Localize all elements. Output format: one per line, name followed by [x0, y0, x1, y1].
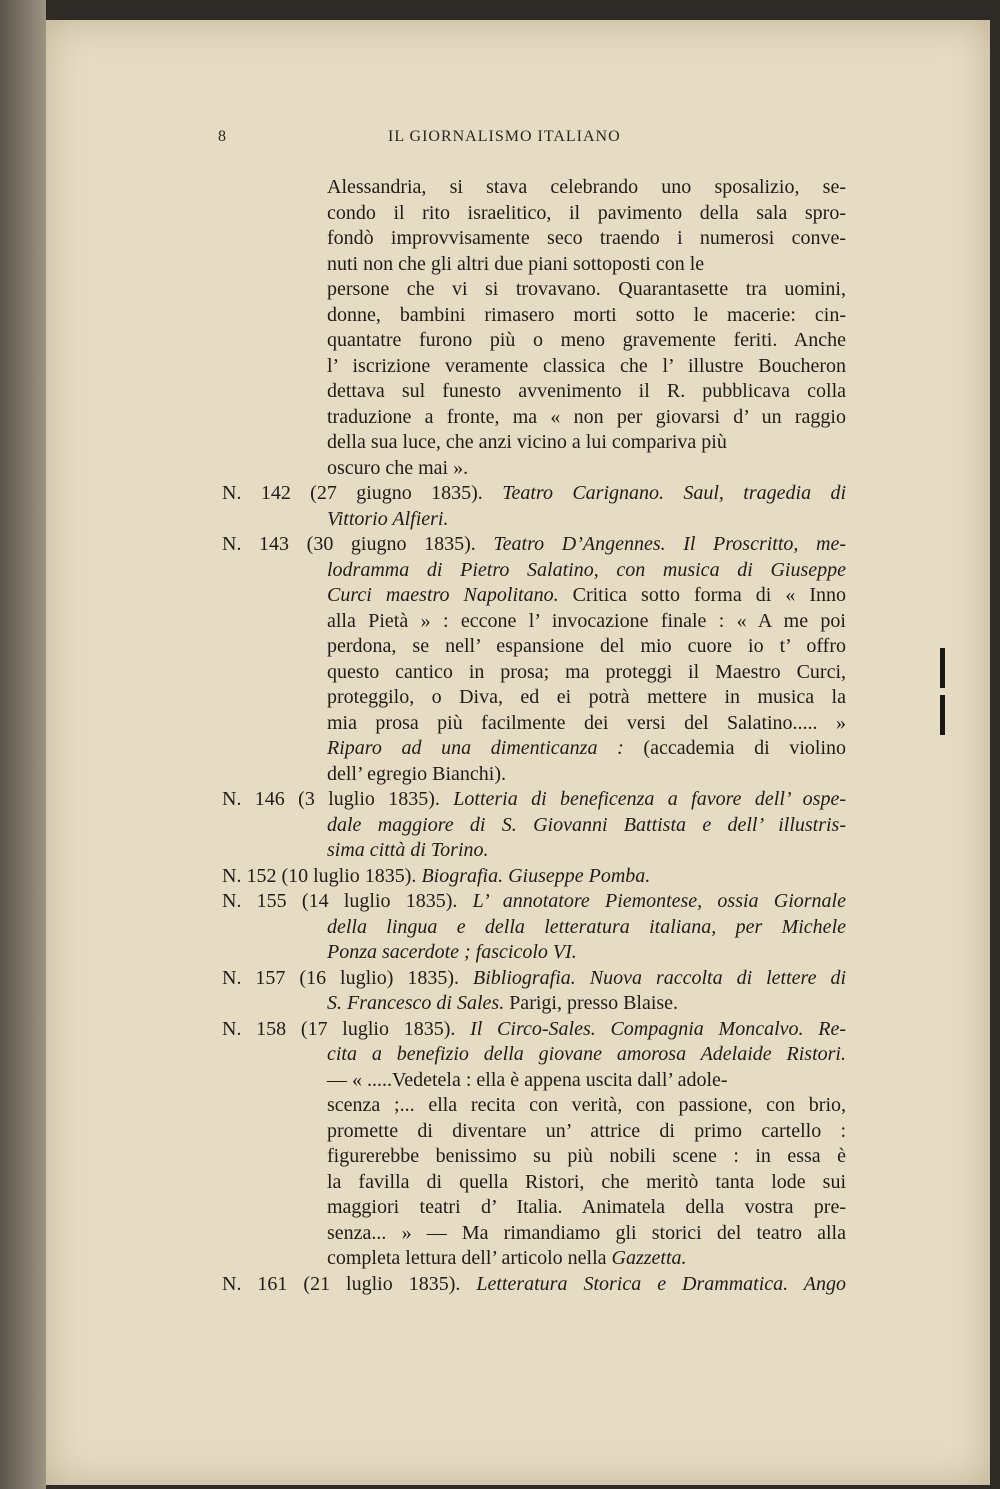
text-line: [327, 610, 846, 633]
text-segment: oscuro che mai ».: [327, 456, 469, 479]
text-segment: dettava sul funesto avvenimento il R. pubblicava colla: [327, 380, 846, 402]
text-segment: persone che vi si trovavano. Quarantasette tra uomini,: [327, 278, 846, 300]
text-segment: cita a benefizio della giovane amorosa Adelaide Ristori.: [327, 1043, 846, 1065]
text-line: [327, 1120, 846, 1143]
text-segment: Teatro D’Angennes. Il Proscritto, me-: [493, 533, 846, 555]
text-segment: condo il rito israelitico, il pavimento della sala spro-: [327, 201, 846, 224]
text-segment: N. 142 (27 giugno 1835).: [222, 482, 503, 504]
text-line: [327, 1171, 846, 1194]
text-line: [222, 967, 846, 990]
text-line: [327, 686, 846, 709]
text-line: [222, 1018, 846, 1041]
text-line: [327, 355, 846, 378]
text-segment: N. 161 (21 luglio 1835).: [222, 1272, 477, 1295]
text-segment: Curci maestro Napolitano.: [327, 584, 559, 606]
text-segment: dale maggiore di S. Giovanni Battista e dell’ illustris-: [327, 813, 846, 836]
text-segment: N. 157 (16 luglio) 1835).: [222, 966, 473, 989]
text-line: [222, 865, 650, 888]
text-segment: l’ iscrizione veramente classica che l’ illustre Boucheron: [327, 354, 846, 377]
text-segment: traduzione a fronte, ma « non per giovarsi d’ un raggio: [327, 405, 846, 428]
text-segment: N. 152 (10 luglio 1835).: [222, 864, 422, 887]
text-segment: sima città di Torino.: [327, 839, 489, 861]
text-segment: Critica sotto forma di « Inno: [558, 584, 846, 606]
text-line: [327, 380, 846, 403]
text-segment: questo cantico in prosa; ma proteggi il Maestro Curci,: [327, 660, 846, 683]
text-segment: dell’ egregio Bianchi).: [327, 762, 507, 785]
text-line: [327, 1069, 728, 1092]
text-line: [327, 253, 704, 276]
text-line: [327, 202, 846, 225]
text-segment: Ponza sacerdote ; fascicolo VI.: [327, 941, 577, 963]
text-line: [327, 941, 577, 964]
text-segment: perdona, se nell’ espansione del mio cuore io t’ offro: [327, 635, 846, 657]
text-line: [327, 1043, 846, 1066]
text-line: [327, 839, 489, 862]
text-segment: nuti non che gli altri due piani sottoposti con le: [327, 252, 705, 275]
text-line: [327, 1145, 846, 1168]
text-line: [327, 737, 846, 760]
text-line: [327, 176, 846, 199]
text-segment: Riparo ad una dimenticanza :: [327, 737, 624, 759]
text-line: [222, 788, 846, 811]
text-line: [327, 1196, 846, 1219]
text-segment: la favilla di quella Ristori, che meritò tanta lode sui: [327, 1170, 846, 1193]
text-segment: Biografia. Giuseppe Pomba.: [421, 864, 651, 887]
text-segment: N. 158 (17 luglio 1835).: [222, 1017, 471, 1040]
text-line: [327, 763, 506, 786]
text-line: [327, 278, 846, 301]
text-segment: Il Circo-Sales. Compagnia Moncalvo. Re-: [470, 1017, 846, 1040]
text-segment: maggiori teatri d’ Italia. Animatela della vostra pre-: [327, 1196, 846, 1218]
text-segment: Bibliografia. Nuova raccolta di lettere di: [473, 966, 847, 989]
text-line: [327, 712, 846, 735]
text-segment: quantatre furono più o meno gravemente feriti. Anche: [327, 329, 846, 351]
running-title: IL GIORNALISMO ITALIANO: [388, 128, 621, 145]
text-segment: Letteratura Storica e Drammatica. Ango: [476, 1272, 846, 1295]
text-segment: — « .....Vedetela : ella è appena uscita dall’ adole-: [327, 1068, 728, 1091]
text-line: [327, 304, 846, 327]
text-line: [222, 1273, 846, 1296]
text-line: [327, 1247, 687, 1270]
text-line: [327, 457, 468, 480]
text-segment: promette di diventare un’ attrice di primo cartello :: [327, 1119, 846, 1142]
book-spine-edge: [0, 0, 46, 1489]
text-segment: Parigi, presso Blaise.: [504, 992, 679, 1014]
text-segment: Vittorio Alfieri.: [327, 507, 449, 530]
text-line: [327, 1222, 846, 1245]
text-segment: fondò improvvisamente seco traendo i numerosi conve-: [327, 227, 846, 249]
binding-clip-mark: [940, 695, 945, 735]
text-line: [327, 1094, 846, 1117]
text-segment: L’ annotatore Piemontese, ossia Giornale: [472, 890, 846, 912]
text-segment: Alessandria, si stava celebrando uno sposalizio, se-: [327, 176, 846, 198]
text-line: [222, 482, 846, 505]
text-segment: scenza ;... ella recita con verità, con passione, con brio,: [327, 1094, 846, 1116]
text-line: [327, 661, 846, 684]
text-segment: Teatro Carignano. Saul, tragedia di: [502, 482, 847, 504]
text-line: [327, 992, 678, 1015]
text-segment: N. 143 (30 giugno 1835).: [222, 533, 494, 555]
text-line: [327, 406, 846, 429]
text-segment: N. 146 (3 luglio 1835).: [222, 788, 454, 810]
text-segment: alla Pietà » : eccone l’ invocazione finale : « A me poi: [327, 609, 846, 632]
text-line: [327, 559, 846, 582]
text-segment: della sua luce, che anzi vicino a lui compariva più: [327, 431, 727, 453]
text-segment: S. Francesco di Sales.: [327, 992, 505, 1014]
text-line: [327, 431, 727, 454]
text-segment: senza... » — Ma rimandiamo gli storici del teatro alla: [327, 1221, 846, 1244]
page-number: 8: [218, 128, 227, 145]
text-line: [222, 533, 846, 556]
running-header: [218, 128, 848, 152]
text-line: [327, 635, 846, 658]
text-line: [222, 890, 846, 913]
text-line: [327, 227, 846, 250]
text-segment: N. 155 (14 luglio 1835).: [222, 890, 473, 912]
text-segment: Gazzetta.: [611, 1247, 687, 1269]
text-segment: mia prosa più facilmente dei versi del Salatino..... »: [327, 711, 846, 734]
text-line: [327, 329, 846, 352]
text-line: [327, 814, 846, 837]
text-segment: proteggilo, o Diva, ed ei potrà mettere in musica la: [327, 686, 846, 708]
text-line: [327, 584, 846, 607]
text-segment: lodramma di Pietro Salatino, con musica di Giuseppe: [327, 558, 846, 581]
text-segment: della lingua e della letteratura italiana, per Michele: [327, 915, 846, 938]
text-line: [327, 916, 846, 939]
text-segment: (accademia di violino: [623, 737, 847, 759]
text-line: [327, 508, 448, 531]
text-segment: donne, bambini rimasero morti sotto le macerie: cin-: [327, 303, 846, 326]
text-segment: figurerebbe benissimo su più nobili scene : in essa è: [327, 1145, 846, 1167]
text-segment: completa lettura dell’ articolo nella: [327, 1247, 612, 1269]
text-segment: Lotteria di beneficenza a favore dell’ ospe-: [453, 788, 846, 810]
binding-clip-mark: [940, 648, 945, 688]
